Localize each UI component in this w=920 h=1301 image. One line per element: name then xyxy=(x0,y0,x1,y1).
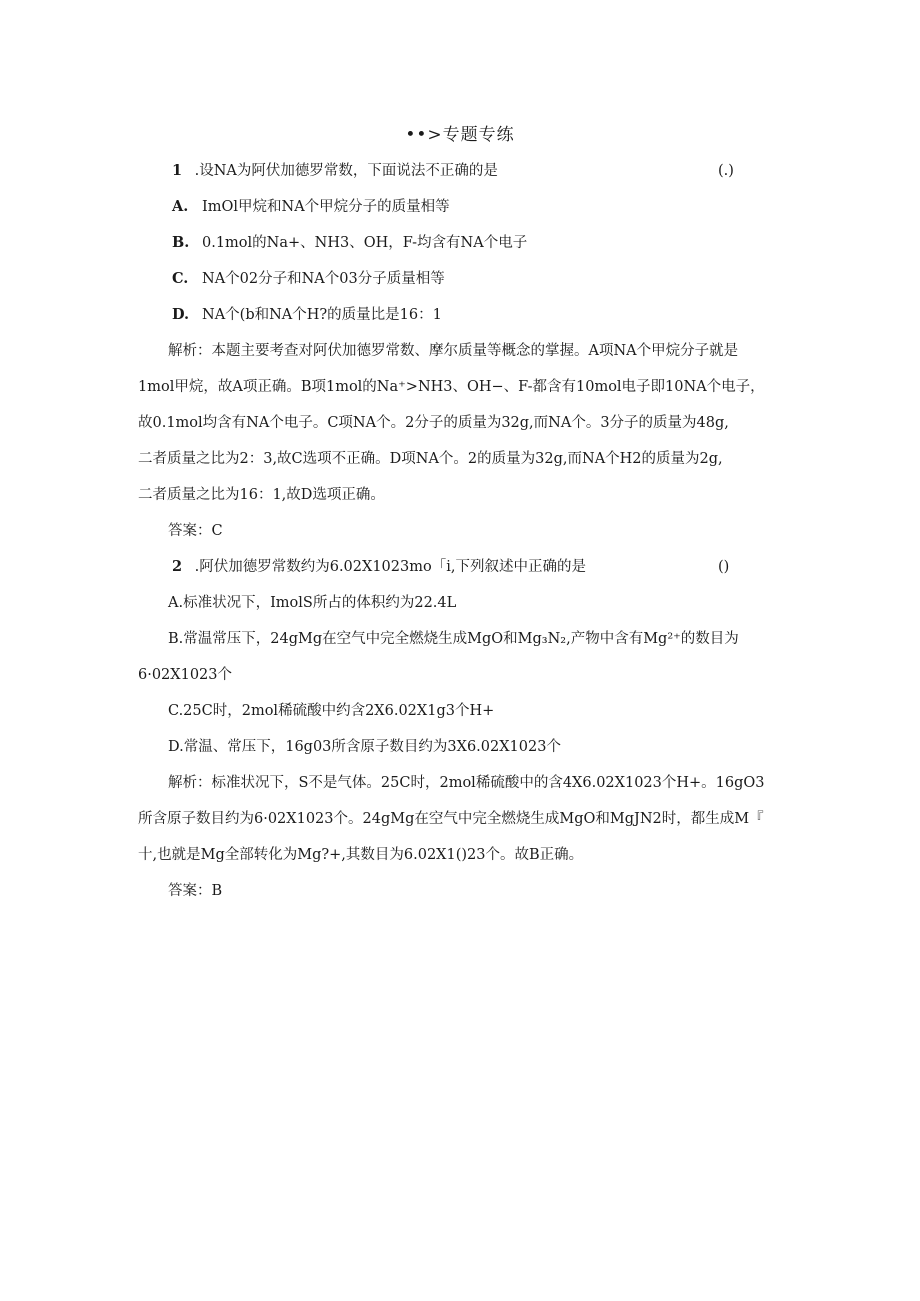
question-2-text: .阿伏加德罗常数约为6.02X1023mo「i,下列叙述中正确的是 xyxy=(190,559,586,575)
question-1-analysis-line: 二者质量之比为2：3,故C选项不正确。D项NA个。2的质量为32g,而NA个H2的质量为2g, xyxy=(138,451,723,467)
option-label: B. xyxy=(172,234,190,251)
option-text: NA个(b和NA个H?的质量比是16：1 xyxy=(202,307,442,323)
question-2-option-b: B.常温常压下，24gMg在空气中完全燃烧生成MgO和Mg₃N₂,产物中含有Mg²⁺的数目为 xyxy=(168,631,739,647)
question-2-answer-mark: () xyxy=(718,559,730,575)
question-1-text: .设NA为阿伏加德罗常数，下面说法不正确的是 xyxy=(190,163,498,179)
question-1-option-c xyxy=(172,269,445,289)
page-title: ••>专题专练 xyxy=(405,125,515,145)
question-1-stem xyxy=(172,161,498,181)
question-1-option-d xyxy=(172,305,442,325)
question-1-option-b xyxy=(172,233,527,253)
question-2-answer: 答案：B xyxy=(168,883,223,899)
question-1-option-a xyxy=(172,197,450,217)
question-2-option-d: D.常温、常压下，16g03所含原子数目约为3X6.02X1023个 xyxy=(168,739,561,755)
option-label: A. xyxy=(172,198,189,215)
question-1-answer-mark: (.) xyxy=(718,163,734,179)
option-label: D. xyxy=(172,306,190,323)
question-1-analysis-line: 解析：本题主要考查对阿伏加德罗常数、摩尔质量等概念的掌握。A项NA个甲烷分子就是 xyxy=(168,343,739,359)
question-1-analysis-line: 1mol甲烷，故A项正确。B项1mol的Na⁺>NH3、OH−、F-都含有10mol电子即10NA个电子， xyxy=(138,379,765,395)
question-1-answer: 答案：C xyxy=(168,523,223,539)
question-2-analysis-line: 十,也就是Mg全部转化为Mg?+,其数目为6.02X1()23个。故B正确。 xyxy=(138,847,584,863)
option-text: ImOl甲烷和NA个甲烷分子的质量相等 xyxy=(202,199,450,215)
question-2-option-c: C.25C时，2mol稀硫酸中约含2X6.02X1g3个H+ xyxy=(168,703,495,719)
question-2-analysis-line: 解析：标准状况下，S不是气体。25C时，2mol稀硫酸中的含4X6.02X1023个H+。16gO3 xyxy=(168,775,765,791)
question-2-analysis-line: 所含原子数目约为6·02X1023个。24gMg在空气中完全燃烧生成MgO和MgJN2时，都生成M『 xyxy=(138,811,764,827)
question-1-number: 1 xyxy=(172,162,183,179)
question-2-option-b-continued: 6·02X1023个 xyxy=(138,667,233,683)
question-2-number: 2 xyxy=(172,558,183,575)
option-text: NA个02分子和NA个03分子质量相等 xyxy=(202,271,445,287)
question-2-option-a: A.标准状况下，ImolS所占的体积约为22.4L xyxy=(168,595,457,611)
question-1-analysis-line: 二者质量之比为16：1,故D选项正确。 xyxy=(138,487,385,503)
option-text: 0.1mol的Na+、NH3、OH，F-均含有NA个电子 xyxy=(202,235,528,251)
question-2-stem xyxy=(172,557,586,577)
question-1-analysis-line: 故0.1mol均含有NA个电子。C项NA个。2分子的质量为32g,而NA个。3分子的质量为48g, xyxy=(138,415,729,431)
option-label: C. xyxy=(172,270,189,287)
